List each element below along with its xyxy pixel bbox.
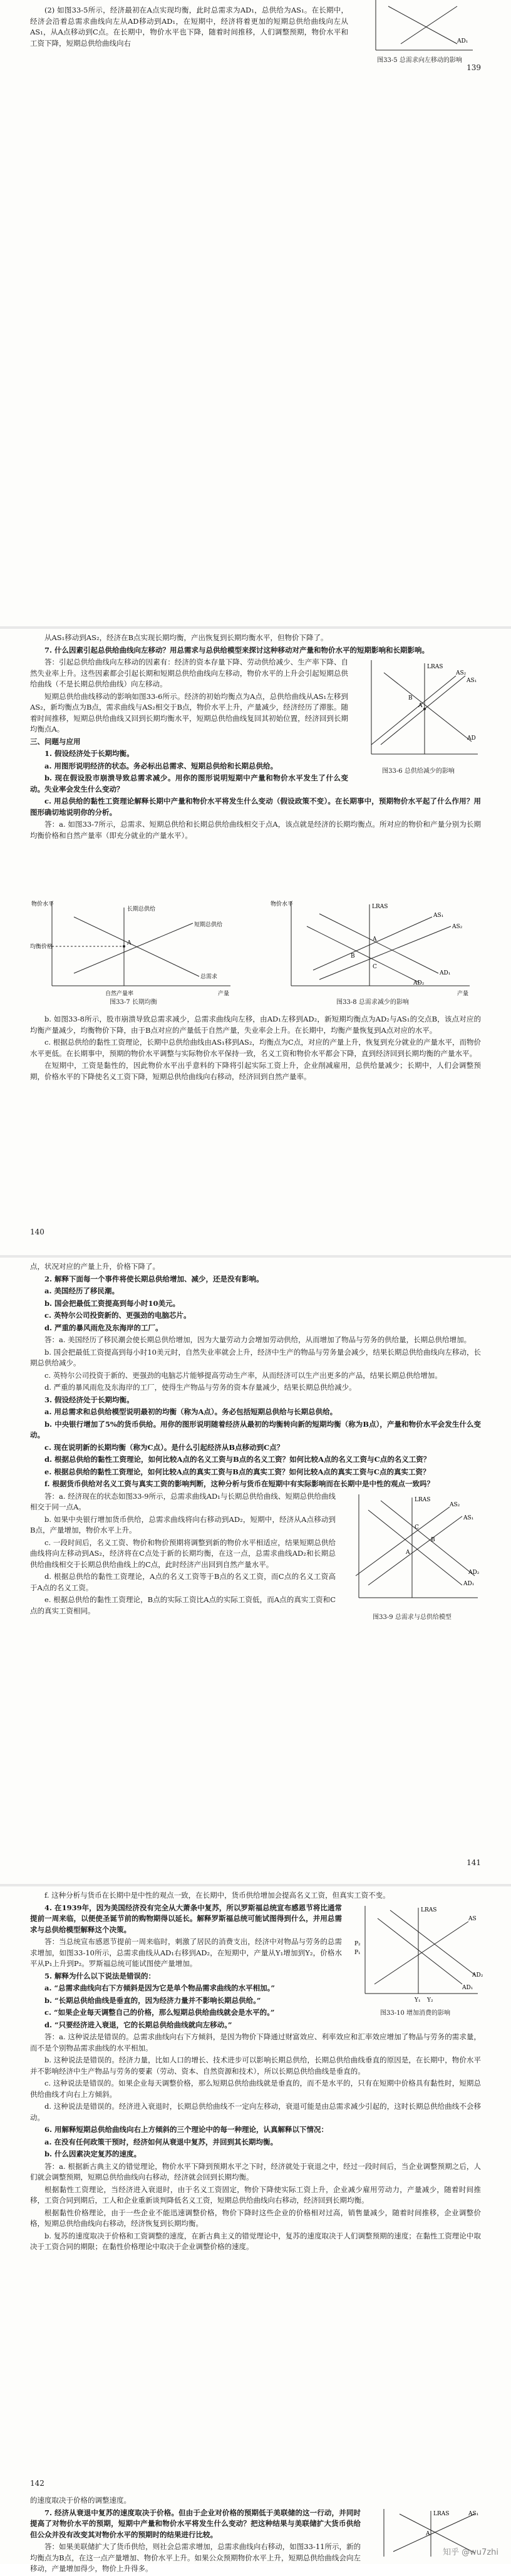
question-2: 2. 解释下面每一个事件将使长期总供给增加、减少，还是没有影响。: [44, 1274, 264, 1283]
question-3c: c. 现在说明新的长期均衡（称为C点）。是什么引起经济从B点移动到C点？: [44, 1442, 284, 1452]
sras-label: 短期总供给: [194, 922, 223, 928]
page-number: 141: [467, 1858, 481, 1867]
paragraph: c. 根据总供给的黏性工资理论，长期中总供给曲线由AS₁移到AS₂，均衡点为C点，对应的产量上升，恢复到充分就业的产量水平，而物价水平更低。在长期事中，预期的物价水平调整与实际物价水平保持一致，名义工资和物价水平都会下降，直到经济回到长期均衡的产量水平。: [30, 1038, 481, 1058]
page-139: [0, 0, 511, 626]
paragraph: 的速度取决于价格的调整速度。: [30, 2496, 131, 2505]
question-6a: a. 在没有任何政策干预时，经济如何从衰退中复苏，并回到其长期均衡。: [44, 2137, 277, 2146]
watermark: 知乎 @wu7zhi: [443, 2547, 498, 2557]
p1-label: P₁: [354, 1949, 361, 1956]
as1-label: AS₁: [433, 913, 444, 919]
output-axis-label: 产量: [457, 991, 469, 997]
question-2c: c. 英特尔公司投资新的、更强劲的电脑芯片。: [44, 1311, 191, 1320]
paragraph: 答：引起总供给曲线向左移动的因素有：经济的资本存量下降、劳动供给减少、生产率下降、自然失业率上升。这些因素都会引起长期和短期总供给曲线向左移动，物价水平的上升会引起短期总供给曲线（不是长期总供给曲线）向左移动。: [30, 658, 348, 688]
question-5b: b. “长期总供给曲线是垂直的，因为经济力量并不影响长期总供给。”: [44, 1995, 261, 2005]
question-5c: c. “如果企业每天调整自己的价格，那么短期总供给曲线就会是水平的。”: [44, 2008, 275, 2017]
ad1-label: AD₁: [462, 1984, 473, 1991]
paragraph: e. 根据总供给的黏性工资理论，B点的实际工资比A点的实际工资低，而A点的真实工资和C点的真实工资相同。: [30, 1595, 336, 1615]
as2-label: AS₂: [452, 924, 463, 930]
paragraph: d. 严重的暴风雨危及东海岸的工厂，使得生产物品与劳务的资本存量减少，结果长期总供给减少。: [44, 1383, 356, 1392]
ad1-label: AD₁: [457, 38, 468, 44]
page-140-text-lower: [30, 1014, 481, 1084]
paragraph: 答：a. 经济现在的状态如图33-9所示，总需求曲线AD₁与长期总供给曲线、短期总供给曲线相交于同一点A。: [30, 1491, 336, 1511]
paragraph: c. 英特尔公司投资于新的、更强劲的电脑芯片能够提高劳动生产率，从而经济可以生产出更多的产品，结果长期总供给增加。: [44, 1370, 442, 1380]
question-6: 6. 用解释短期总供给曲线向右上方倾斜的三个理论中的每一种理论，认真解释以下情况：: [44, 2125, 329, 2134]
question-3: 3. 假设经济处于长期均衡。: [44, 1395, 134, 1404]
point-b-label: B: [351, 953, 355, 960]
question-4: 4. 在1939年，因为美国经济没有完全从大萧条中复苏，所以罗斯福总统宣布感恩节将比通常提前一周来临，以便使圣诞节前的购物期得以延长。解释罗斯福总统可能试图得到什么，并用总需求与总供给模型解释这个决策。: [30, 1903, 342, 1934]
ad2-label: AD₂: [468, 1569, 480, 1576]
paragraph: 答：a. 美国经历了移民潮会使长期总供给增加，因为大量劳动力会增加劳动供给，从而增加了物品与劳务的供给量，长期总供给增加。: [44, 1335, 472, 1344]
paragraph: (2) 如图33-5所示，经济最初在A点实现均衡，此时总需求为AD₁，总供给为AS₁。在长期中，经济会沿着总需求曲线向左从AD移动到AD₁，在短期中，经济将着更加的短期总供给曲线向左从AS₁，从A点移动到C点。在长期中，物价水平也下降，随着时间推移，人们调整预期，物价水平和工资下降，短期总供给曲线向右: [30, 6, 348, 48]
paragraph: 根据黏性价格理论，由于一些企业不能迅速调整价格，物价下降时这些企业的价格相对过高，销售量减少，随着时间推移，企业调整价格，短期总供给曲线向右移动，经济恢复到长期均衡。: [30, 2208, 481, 2228]
page-142-text: [30, 1890, 481, 2254]
point-b-label: B: [408, 695, 413, 701]
figure-33-6-caption: 图33-6 总供给减少的影响: [382, 767, 455, 775]
ad-total-label: 总需求: [200, 974, 218, 980]
paragraph: b. 国会把最低工资提高到每小时10美元时，自然失业率就会上升，经济中生产的物品与劳务量会减少，结果长期总供给曲线向左移动，长期总供给减少。: [30, 1347, 481, 1367]
question-2d: d. 严重的暴风雨危及东海岸的工厂。: [44, 1323, 163, 1332]
figure-33-9-graph: [343, 1491, 481, 1610]
p2-label: P₂: [354, 1940, 361, 1947]
page-number: 139: [467, 63, 481, 72]
figure-33-7-graph: [30, 898, 237, 998]
question-5d: d. “只要经济进入衰退，它的长期总供给曲线就向左移动。”: [44, 2020, 232, 2029]
point-c-label: C: [415, 1524, 419, 1531]
page-number: 140: [30, 1228, 44, 1236]
as2-label: AS₂: [456, 670, 467, 676]
figure-33-5-caption: 图33-5 总需求向左移动的影响: [377, 57, 462, 64]
figure-33-6: [356, 657, 481, 775]
point-a-label: A: [426, 2530, 430, 2537]
paragraph: d. 这种说法是错误的。经济进入衰退时，长期总供给曲线不一定向左移动，衰退可能是由总需求减少引起的，这时长期总供给曲线不会移动。: [30, 2102, 481, 2122]
point-a-label: A: [373, 936, 377, 943]
as2-label: AS₂: [450, 1501, 460, 1508]
as1-label: AS₁: [463, 1514, 474, 1521]
y1-label: Y₁: [415, 1997, 421, 2004]
question-2a: a. 美国经历了移民潮。: [44, 1286, 119, 1295]
paragraph: 根据黏性工资理论，当经济进入衰退时，由于名义工资固定，物价下降使实际工资上升，企业减少雇用劳动力，产量减少，随着时间推移，工资合同到期后，工人和企业重新谈判降低名义工资，短期总供给曲线向右移动，经济回到长期均衡。: [30, 2185, 481, 2205]
ad-label: AD: [467, 735, 476, 742]
point-a-label: A: [418, 703, 423, 709]
question-3b: b. 中央银行增加了5%的货币供给。用你的图形说明随着经济从最初的均衡转向新的短期均衡（称为B点），产量和物价水平会发生什么变动。: [30, 1419, 481, 1439]
as-label: AS: [468, 1915, 477, 1922]
lras-label: LRAS: [433, 2510, 450, 2517]
ad1-label: AD₁: [440, 970, 451, 976]
question-3a: a. 用总需求和总供给模型说明最初的均衡（称为A点）。务必包括短期总供给与长期总供给。: [44, 1407, 338, 1416]
natural-output-label: 自然产量率: [105, 991, 134, 997]
paragraph: c. 这种说法是错误的。如果企业每天调整价格，那么短期总供给曲线就是垂直的，而不是水平的，只有在短期中价格具有黏性时，短期总供给曲线才向右上方倾斜。: [30, 2079, 481, 2099]
paragraph: f. 这种分析与货币在长期中是中性的观点一致，在长期中，货币供给增加会提高名义工资，但真实工资不变。: [44, 1891, 390, 1900]
figure-33-7-caption: 图33-7 长期均衡: [110, 999, 157, 1006]
paragraph: b. 如果中央银行增加货币供给，总需求曲线将向右移动到AD₂，短期中，经济从A点移动到B点，产量增加，物价水平上升。: [30, 1514, 336, 1534]
paragraph: b. 复苏的速度取决于价格和工资调整的速度，在新古典主义的错觉理论中，复苏的速度取决于人们调整预期的速度；在黏性工资理论中取决于工资合同的期限；在黏性价格理论中取决于企业调整价格的速度。: [30, 2231, 481, 2251]
question-7: 7. 什么因素引起总供给曲线向左移动？用总需求与总供给模型来探讨这种移动对产量和物价水平的短期影响和长期影响。: [44, 645, 430, 654]
question-3e: e. 根据总供给的黏性工资理论，如何比较A点的真实工资与B点的真实工资？如何比较A点的真实工资与C点的真实工资？: [44, 1467, 430, 1476]
page-139-text: [30, 5, 348, 50]
point-c-label: C: [373, 964, 377, 970]
paragraph: 答：a. 根据新古典主义的错觉理论，物价水平下降到预期水平之下时，经济就处于衰退之中，经过一段时间后，当企业调整预期之后，人们就会调整预期，短期总供给曲线向右移动，经济就会回到长期均衡。: [30, 2161, 481, 2181]
lras-long-label: 长期总供给: [127, 906, 156, 913]
figure-33-7: [30, 898, 237, 1006]
question-5: 5. 解释为什么以下说法是错误的：: [44, 1971, 156, 1980]
question-3d: d. 根据总供给的黏性工资理论，如何比较A点的名义工资与B点的名义工资？如何比较A点的名义工资与C点的名义工资？: [44, 1455, 431, 1464]
page-140: [0, 629, 511, 1255]
figure-33-8: [269, 898, 476, 1006]
eq-price-label: 均衡价格: [30, 944, 53, 950]
ad2-label: AD₂: [472, 1972, 483, 1979]
figure-33-10: [349, 1903, 481, 2018]
blank-space: [0, 78, 511, 626]
paragraph: 在短期中，工资是黏性的，因此物价水平出乎意料的下降将引起实际工资上升，企业削减雇用，总供给量减少；长期中，人们会调整预期，价格水平的下降使名义工资下降，短期总供给曲线向右移动，经济回到自然产量率。: [30, 1061, 481, 1081]
ad2-label: AD₂: [413, 980, 425, 986]
figure-33-5-graph: [363, 0, 476, 56]
paragraph: 从AS₁移动到AS₂，经济在B点实现长期均衡，产出恢复到长期均衡水平，但物价下降了。: [44, 633, 328, 642]
paragraph: 答：a. 如图33-7所示，总需求、短期总供给和长期总供给曲线相交于点A，该点就是经济的长期均衡点。所对应的物价和产量分别为长期均衡价格和自然产量率（即充分就业的产量水平）。: [30, 820, 481, 840]
page-142: [0, 1886, 511, 2573]
point-a-label: A: [406, 1549, 410, 1556]
paragraph: c. 一段时间后，名义工资、物价和物价预期将调整到新的物价水平相适应，结果短期总供给曲线将向左移动到AS₂，经济将在C点处于新的长期均衡，在这一点，总需求曲线AD₂和长期总供给曲线相交于长期总供给曲线上的C点，此时经济产出回到自然产量水平。: [30, 1538, 336, 1569]
figure-33-6-graph: [356, 657, 481, 763]
lras-label: LRAS: [421, 1906, 437, 1913]
price-axis-label: 物价水平: [31, 901, 54, 908]
ad1-label: AD₁: [463, 1580, 475, 1587]
point-a-label: A: [127, 940, 132, 946]
paragraph: 短期总供给曲线移动的影响如图33-6所示。经济的初始均衡点为A点，总供给曲线从AS₁左移到AS₂，新均衡点为B点，需求曲线与AS₂相交于B点，物价水平上升，产量减少，经济经历了滞胀。随着时间推移，短期总供给曲线又回到长期均衡水平，短期总供给曲线复回其初始位置，经济回到长期均衡点A。: [30, 691, 348, 733]
y2-label: Y₂: [427, 1997, 433, 2004]
lras-label: LRAS: [427, 664, 443, 670]
lras-label: LRAS: [415, 1496, 431, 1503]
section-heading: 三、问题与应用: [30, 737, 81, 746]
paragraph: 答：a. 这种说法是错误的。总需求曲线向右下方倾斜，是因为物价下降通过财富效应、利率效应和汇率效应增加了物品与劳务的需求量，而不是个别物品需求曲线的水平相加。: [30, 2032, 481, 2052]
lras-label: LRAS: [372, 904, 388, 910]
paragraph: b. 如图33-8所示，股市崩溃导致总需求减少，总需求曲线向左移，由AD₁左移到AD₂，新短期均衡点为AD₂与AS₁的交点B，该点对应的均衡产量减少，均衡物价下降，由于B点对应的产量低于自然产量，失业率会上升。在长期中，均衡产量恢复到A点对应的水平。: [30, 1015, 481, 1035]
figure-33-9-caption: 图33-9 总需求与总供给模型: [373, 1614, 452, 1621]
point-b-label: B: [431, 1536, 435, 1543]
question-1a: a. 用图形说明经济的状态。务必标出总需求、短期总供给和长期总供给。: [44, 761, 277, 770]
output-axis-label: 产量: [218, 991, 230, 997]
paragraph: 点，状况对应的产量上升，价格下降了。: [30, 1262, 160, 1271]
paragraph: b. 这种说法是错误的。经济力量，比如人口的增长、技术进步可以影响长期总供给，长期总供给曲线垂直的原因是，在长期中，物价水平并不影响经济中生产物品与劳务的要素（劳动、资本、自然资源和技术），所以长期总供给曲线是垂直的。: [30, 2056, 481, 2076]
question-6b: b. 什么因素决定复苏的速度。: [44, 2149, 142, 2158]
question-7: 7. 经济从衰退中复苏的速度取决于价格。但由于企业对价格的预期低于美联储的这一行动，并同时提高了对物价水平的预期，短期中产量和物价水平将发生什么变动？把这种结果与美联储扩大货币供给但公众并没有改变其对物价水平的预期时的结果进行比较。: [30, 2508, 361, 2539]
question-1b: b. 现在假设股市崩溃导致总需求减少。用你的图形说明短期中产量和物价水平发生了什么变动。失业率会发生什么变动？: [30, 773, 348, 794]
page-141-text: [30, 1261, 481, 1624]
price-axis-label: 物价水平: [271, 901, 294, 908]
figure-33-5: [363, 0, 476, 65]
question-3f: f. 根据货币供给对名义工资与真实工资的影响判断，这种分析与货币在短期中有实际影响而在长期中是中性的观点一致吗？: [44, 1479, 435, 1488]
page-140-text: [30, 633, 481, 842]
question-2b: b. 国会把最低工资提高到每小时10美元。: [44, 1298, 180, 1308]
question-5a: a. “总需求曲线向右下方倾斜是因为它是单个物品需求曲线的水平相加。”: [44, 1984, 275, 1992]
figure-33-10-caption: 图33-10 增加消费的影响: [379, 2010, 450, 2017]
as1-label: AS₁: [467, 678, 477, 684]
paragraph: d. 根据总供给的黏性工资理论，A点的名义工资等于B点的名义工资，而C点的名义工资高于A点的名义工资。: [30, 1572, 336, 1592]
as1-label: AS₁: [468, 2510, 479, 2517]
question-1: 1. 假设经济处于长期均衡。: [44, 749, 134, 758]
paragraph: 答：如果美联储扩大了货币供给，则社会总需求增加，总需求曲线向右移动，如图33-11所示，新的均衡点为B点，在这一点产量增加、物价水平上升。如果公众预期物价水平上升，短期总供给曲线会向左移动，产量增加得少，物价上升得多。: [30, 2542, 361, 2573]
page-143-text: [30, 2495, 481, 2576]
question-1c: c. 用总供给的黏性工资理论解释长期中产量和物价水平将发生什么变动（假设政策不变）。在长期事中，预期物价水平起了什么作用？用图形确切地说明你的分析。: [30, 797, 481, 817]
page-141: [0, 1258, 511, 1884]
figure-33-8-graph: [269, 898, 476, 998]
paragraph: 答：当总统宣布感恩节提前一周来临时，刺激了居民的消费支出，经济中对物品与劳务的总需求增加，如图33-10所示，总需求曲线从AD₁右移到AD₂，在短期中，产量从Y₁增加到Y₂，价格水平从P₁上升到P₂。罗斯福总统可能试图使产量增加。: [30, 1937, 342, 1968]
figure-33-8-caption: 图33-8 总需求减少的影响: [336, 999, 409, 1006]
figure-33-10-graph: [349, 1903, 481, 2006]
figure-33-9: [343, 1491, 481, 1622]
page-number: 142: [30, 2479, 44, 2488]
